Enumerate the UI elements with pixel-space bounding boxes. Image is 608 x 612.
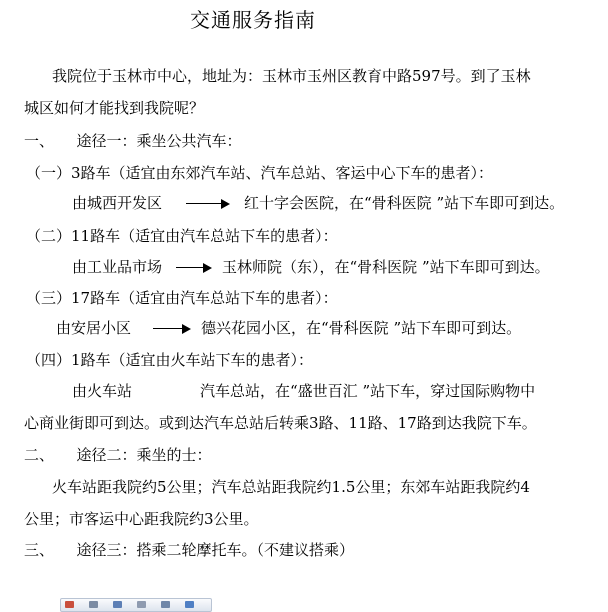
arrow-right-icon [153,324,191,334]
route-1-heading: （一）3路车（适宜由东郊汽车站、汽车总站、客运中心下车的患者）： [26,164,494,182]
section-1-heading: 一、 途径一：乘坐公共汽车： [24,132,242,150]
arrow-right-icon [176,263,212,273]
intro-line-1: 我院位于玉林市中心，地址为：玉林市玉州区教育中路597号。到了玉林 [52,67,531,85]
route-3-heading: （三）17路车（适宜由汽车总站下车的患者）： [26,289,338,307]
route-3-from: 由安居小区 [56,319,132,337]
picture-toolbar[interactable] [60,598,212,612]
route-2-from: 由工业品市场 [72,258,163,276]
route-4-from: 由火车站 [72,382,133,400]
route-4-detail [72,381,535,401]
route-4-to: 汽车总站，在“盛世百汇 ”站下车，穿过国际购物中 [200,382,536,400]
intro-line-2: 城区如何才能找到我院呢？ [24,99,205,117]
route-2-heading: （二）11路车（适宜由汽车总站下车的患者）： [26,227,338,245]
route-2-to: 玉林师院（东），在“骨科医院 ”站下车即可到达。 [222,258,550,276]
section-2-line-2: 公里；市客运中心距我院约3公里。 [24,510,259,528]
arrow-right-icon [186,199,230,209]
section-3-heading: 三、 途径三：搭乘二轮摩托车。（不建议搭乘） [24,541,355,559]
route-4-continuation: 心商业街即可到达。或到达汽车总站后转乘3路、11路、17路到达我院下车。 [24,414,537,432]
route-2-detail [72,257,550,277]
route-4-heading: （四）1路车（适宜由火车站下车的患者）： [26,351,314,369]
section-2-line-1: 火车站距我院约5公里；汽车总站距我院约1.5公里；东郊车站距我院约4 [52,478,530,496]
route-1-from: 由城西开发区 [72,194,163,212]
route-1-to: 红十字会医院，在“骨科医院 ”站下车即可到达。 [244,194,565,212]
document-title: 交通服务指南 [190,8,316,32]
section-2-heading: 二、 途径二：乘坐的士： [24,446,212,464]
route-3-detail [56,318,521,338]
route-1-detail [72,193,564,213]
route-3-to: 德兴花园小区，在“骨科医院 ”站下车即可到达。 [201,319,522,337]
